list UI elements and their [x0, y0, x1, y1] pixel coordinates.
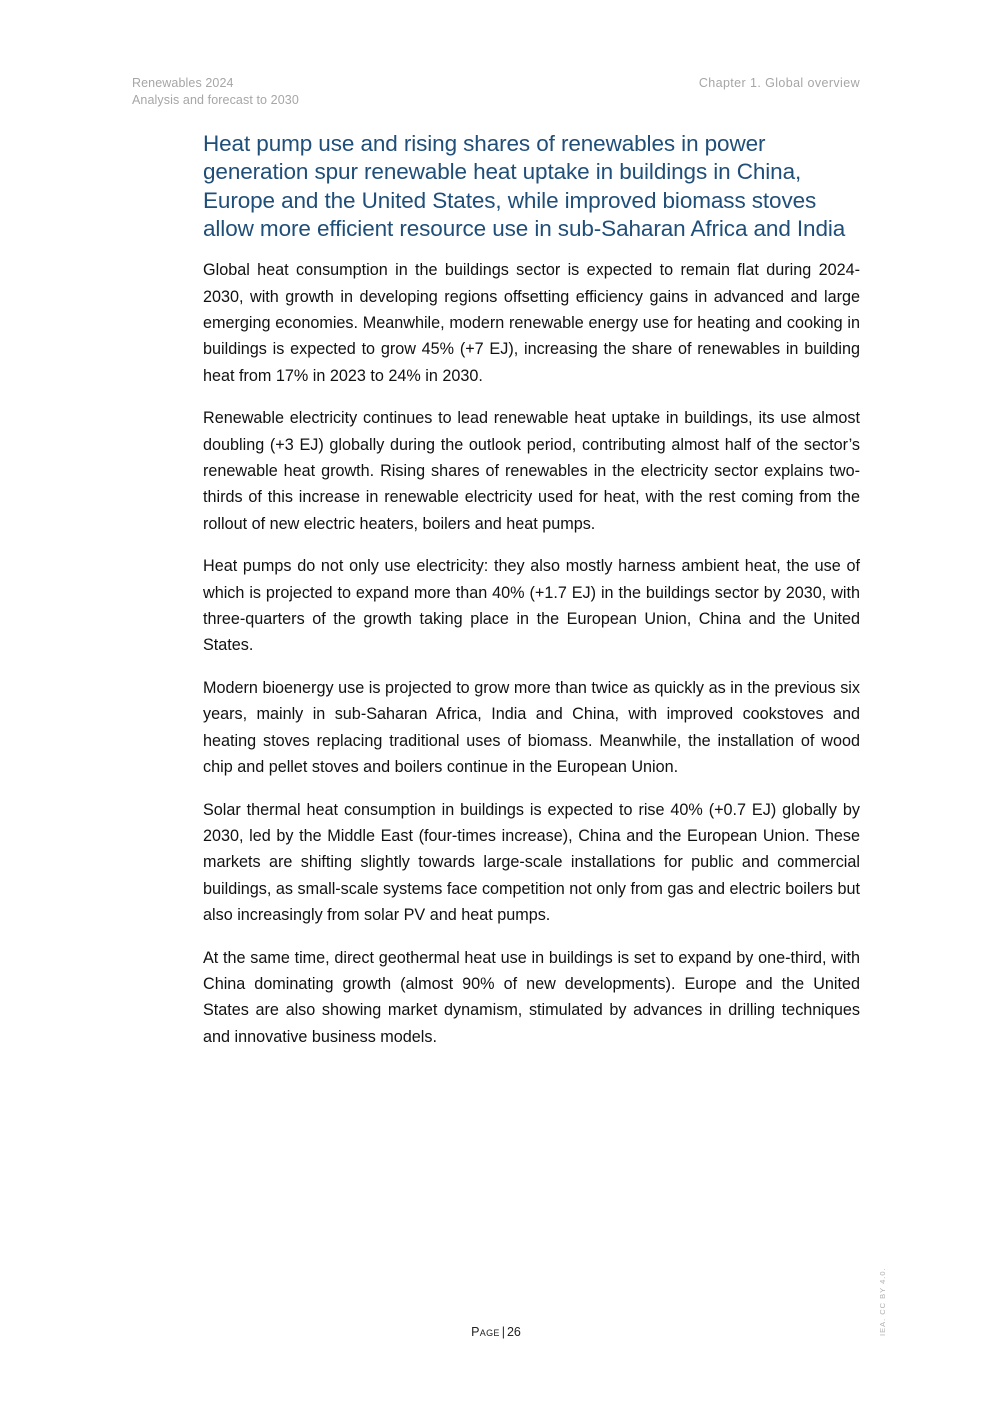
body-paragraph: Renewable electricity continues to lead renewable heat uptake in buildings, its use almost doubling (+3 EJ) globally during the outlook period, contributing almost half of the sector’s renewable heat growth. Rising shares of renewables in the electricity sector explains two-thirds of this increase in renewable electricity used for heat, with the rest coming from the rollout of new electric heaters, boilers and heat pumps.: [203, 409, 860, 533]
body-paragraph: Modern bioenergy use is projected to grow more than twice as quickly as in the previous six years, mainly in sub-Saharan Africa, India and China, with improved cookstoves and heating stoves replacing traditional uses of biomass. Meanwhile, the installation of wood chip and pellet stoves and boilers continue in the European Union.: [203, 678, 860, 777]
section-heading: Heat pump use and rising shares of renewables in power generation spur renewable heat uptake in buildings in China, Europe and the United States, while improved biomass stoves allow more efficient resource use in sub-Saharan Africa and India: [203, 131, 846, 241]
page-footer: [0, 1325, 992, 1339]
license-notice: IEA. CC BY 4.0.: [878, 1267, 887, 1336]
report-subtitle: Analysis and forecast to 2030: [132, 93, 299, 107]
body-paragraph: Heat pumps do not only use electricity: they also mostly harness ambient heat, the use of which is projected to expand more than 40% (+1.7 EJ) in the buildings sector by 2030, with three-quarters of the growth taking place in the European Union, China and the United States.: [203, 557, 860, 655]
body-paragraph: Global heat consumption in the buildings sector is expected to remain flat during 2024-2030, with growth in developing regions offsetting efficiency gains in advanced and large emerging economies. Meanwhile, modern renewable energy use for heating and cooking in buildings is expected to grow 45% (+7 EJ), increasing the share of renewables in building heat from 17% in 2023 to 24% in 2030.: [203, 261, 860, 385]
report-title: Renewables 2024: [132, 76, 234, 90]
chapter-title: Chapter 1. Global overview: [698, 76, 860, 90]
body-paragraph: Solar thermal heat consumption in buildings is expected to rise 40% (+0.7 EJ) globally by 2030, led by the Middle East (four-times increase), China and the European Union. These markets are shifting slightly towards large-scale installations for public and commercial buildings, as small-scale systems face competition not only from gas and electric boilers but also increasingly from solar PV and heat pumps.: [203, 800, 860, 925]
running-header-left: [132, 75, 299, 109]
body-paragraph: At the same time, direct geothermal heat use in buildings is set to expand by one-third, with China dominating growth (almost 90% of new developments). Europe and the United States are also showing market dynamism, stimulated by advances in drilling techniques and innovative business models.: [203, 948, 860, 1046]
page-label: Page: [471, 1325, 500, 1339]
main-content: [203, 130, 860, 1066]
page-number: 26: [506, 1325, 521, 1339]
page-separator: |: [501, 1325, 505, 1339]
